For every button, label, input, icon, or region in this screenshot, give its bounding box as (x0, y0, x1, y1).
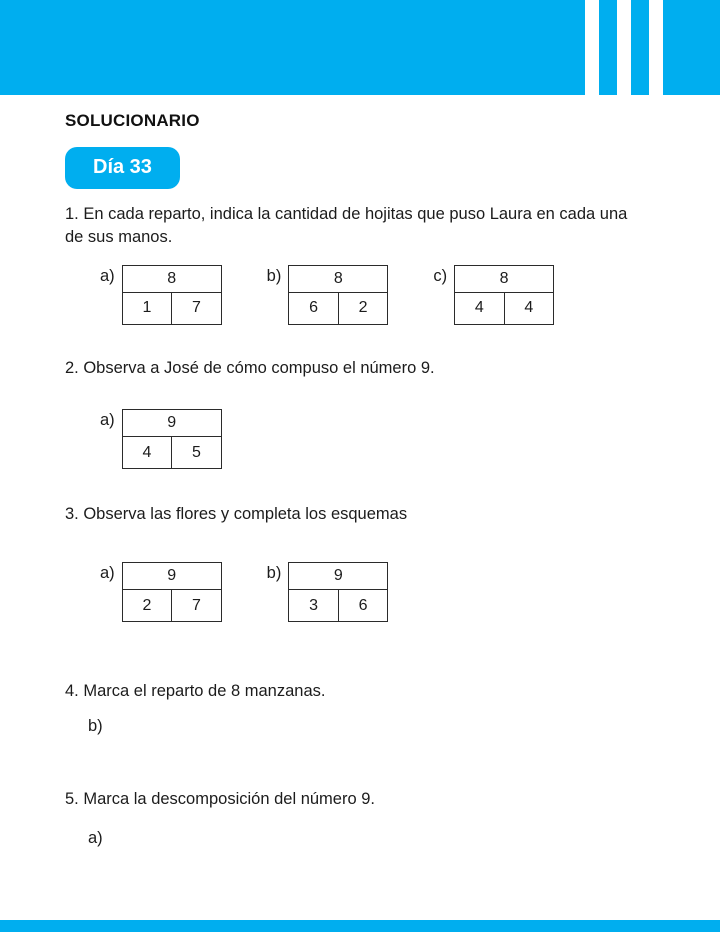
banner-stripe (585, 0, 599, 95)
number-bond-box (454, 265, 554, 325)
q1-bond-c (433, 265, 554, 325)
bond-part-right: 4 (504, 293, 554, 324)
bond-total: 9 (289, 563, 387, 590)
number-bond-box (288, 562, 388, 622)
q3-bond-b (267, 562, 389, 622)
bond-parts (123, 590, 221, 621)
number-bond-box (122, 265, 222, 325)
number-bond-box (122, 409, 222, 469)
bond-part-left: 1 (142, 299, 152, 317)
bond-total: 8 (289, 266, 387, 293)
section-title: SOLUCIONARIO (65, 111, 200, 130)
question-3-text: 3. Observa las flores y completa los esquemas (65, 505, 408, 524)
number-bond-box (122, 562, 222, 622)
question-4-answer-label: b) (88, 716, 103, 735)
q1-bond-b (267, 265, 389, 325)
bond-part-left: 4 (474, 299, 484, 317)
bond-total: 8 (123, 266, 221, 293)
banner-stripe (617, 0, 631, 95)
bond-total: 8 (455, 266, 553, 293)
q2-bond-a (100, 409, 222, 469)
bond-label: a) (100, 411, 115, 430)
bond-part-left: 6 (309, 299, 319, 317)
bond-part-right: 2 (338, 293, 388, 324)
day-badge: Día 33 (65, 147, 180, 189)
bond-parts (123, 437, 221, 468)
banner-stripe (649, 0, 663, 95)
bond-part-left: 2 (142, 596, 152, 614)
question-2-text: 2. Observa a José de cómo compuso el número 9. (65, 358, 435, 377)
q3-bond-a (100, 562, 222, 622)
bond-total: 9 (123, 410, 221, 437)
bond-part-right: 7 (171, 293, 221, 324)
bond-parts (289, 590, 387, 621)
bond-label: c) (433, 266, 448, 285)
q3-bond-row (100, 562, 720, 622)
q1-bond-a (100, 265, 222, 325)
number-bond-box (288, 265, 388, 325)
bottom-bar (0, 920, 720, 932)
bond-parts (289, 293, 387, 324)
bond-total: 9 (123, 563, 221, 590)
q2-bond-row (100, 409, 720, 469)
bond-part-right: 5 (171, 437, 221, 468)
question-4-text: 4. Marca el reparto de 8 manzanas. (65, 682, 326, 701)
question-5-text: 5. Marca la descomposición del número 9. (65, 789, 375, 808)
bond-label: b) (266, 266, 282, 285)
bond-label: a) (100, 266, 115, 285)
top-banner (0, 0, 720, 95)
question-1-text: 1. En cada reparto, indica la cantidad de hojitas que puso Laura en cada una de sus manos. (65, 205, 628, 246)
question-5-answer-label: a) (88, 828, 103, 847)
bond-label: b) (266, 564, 282, 583)
bond-part-right: 6 (338, 590, 388, 621)
banner-stripes (585, 0, 663, 95)
bond-part-left: 4 (142, 443, 152, 461)
bond-part-left: 3 (309, 596, 319, 614)
bond-label: a) (100, 564, 115, 583)
q1-bond-row (100, 265, 720, 325)
page-content (0, 95, 720, 848)
bond-parts (123, 293, 221, 324)
bond-parts (455, 293, 553, 324)
bond-part-right: 7 (171, 590, 221, 621)
